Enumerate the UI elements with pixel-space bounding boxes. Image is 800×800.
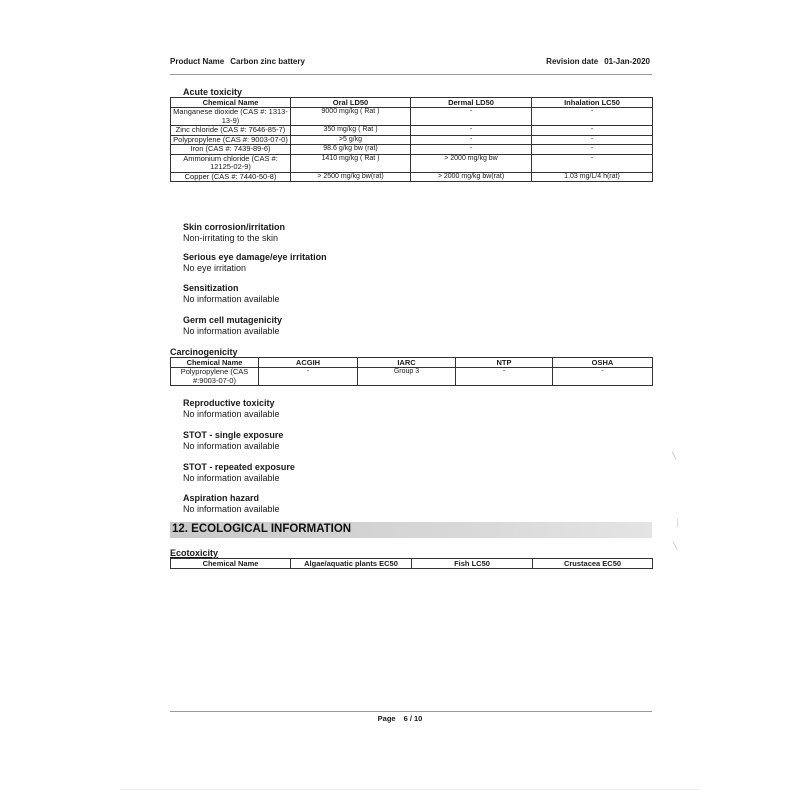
table-cell: > 2000 mg/kg bw(rat) (411, 172, 532, 182)
skin-corrosion-block (183, 222, 285, 244)
table-cell: Group 3 (358, 368, 456, 386)
sensitization-block (183, 283, 280, 305)
table-cell: > 2000 mg/kg bw (411, 154, 532, 172)
table-cell: 350 mg/kg ( Rat ) (291, 126, 411, 136)
table-row (171, 368, 653, 386)
column-header: IARC (358, 358, 456, 368)
table-row (171, 126, 653, 136)
column-header: Algae/aquatic plants EC50 (291, 559, 412, 569)
revision-date-label: Revision date (546, 57, 599, 66)
stot-repeated-block (183, 462, 295, 484)
eye-irritation-heading: Serious eye damage/eye irritation (183, 252, 327, 262)
table-cell: 98.6 g/kg bw (rat) (291, 145, 411, 155)
reproductive-heading: Reproductive toxicity (183, 398, 275, 408)
header-divider (170, 74, 652, 75)
table-cell: - (411, 126, 532, 136)
carcinogenicity-table (170, 357, 653, 386)
table-cell: > 2500 mg/kg bw(rat) (291, 172, 411, 182)
product-name-value: Carbon zinc battery (230, 57, 305, 66)
aspiration-block (183, 493, 280, 515)
germ-cell-text: No information available (183, 326, 280, 336)
scan-mark: ╲ (672, 453, 677, 460)
ecotoxicity-title-text: Ecotoxicity (170, 548, 219, 558)
table-cell: 9000 mg/kg ( Rat ) (291, 108, 411, 126)
table-cell: 1.03 mg/L/4 h(rat) (532, 172, 653, 182)
skin-corrosion-heading: Skin corrosion/irritation (183, 222, 286, 232)
stot-single-block (183, 430, 283, 452)
revision-date-value: 01-Jan-2020 (604, 57, 650, 66)
eye-irritation-text: No eye irritation (183, 263, 247, 273)
stot-repeated-text: No information available (183, 473, 280, 483)
germ-cell-heading: Germ cell mutagenicity (183, 315, 283, 325)
product-name-label: Product Name (170, 57, 225, 66)
aspiration-text: No information available (183, 504, 280, 514)
table-header-row (171, 559, 653, 569)
acute-toxicity-table (170, 97, 653, 182)
ecotoxicity-title (170, 548, 218, 558)
stot-single-text: No information available (183, 441, 280, 451)
table-cell: - (532, 108, 653, 126)
reproductive-text: No information available (183, 409, 280, 419)
chemical-name-cell: Ammonium chloride (CAS #: 12125-02-9) (171, 154, 291, 172)
reproductive-block (183, 398, 280, 420)
revision-date-header (546, 57, 650, 66)
table-cell: - (532, 126, 653, 136)
table-cell: - (532, 145, 653, 155)
page-footer (0, 714, 800, 723)
aspiration-heading: Aspiration hazard (183, 493, 260, 503)
table-row (171, 172, 653, 182)
column-header: Chemical Name (171, 98, 291, 108)
table-header-row (171, 358, 653, 368)
scan-mark: ╲ (673, 543, 678, 550)
stot-single-heading: STOT - single exposure (183, 430, 284, 440)
scan-mark: │ (676, 520, 681, 527)
eye-irritation-block (183, 252, 327, 274)
table-cell: - (532, 154, 653, 172)
table-cell: - (553, 368, 653, 386)
chemical-name-cell: Copper (CAS #: 7440-50-8) (171, 172, 291, 182)
column-header: Chemical Name (171, 559, 291, 569)
skin-corrosion-text: Non-irritating to the skin (183, 233, 279, 243)
column-header: Oral LD50 (291, 98, 411, 108)
chemical-name-cell: Zinc chloride (CAS #: 7646-85-7) (171, 126, 291, 136)
table-cell: 1410 mg/kg ( Rat ) (291, 154, 411, 172)
column-header: OSHA (553, 358, 653, 368)
ecotoxicity-table (170, 558, 653, 569)
table-cell: - (411, 108, 532, 126)
table-row (171, 154, 653, 172)
ecological-section-title: 12. ECOLOGICAL INFORMATION (172, 523, 352, 535)
table-header-row (171, 98, 653, 108)
column-header: Dermal LD50 (411, 98, 532, 108)
column-header: Chemical Name (171, 358, 259, 368)
table-row (171, 145, 653, 155)
chemical-name-cell: Polypropylene (CAS #:9003-07-0) (171, 368, 259, 386)
ecological-section-bar (170, 522, 652, 538)
stot-repeated-heading: STOT - repeated exposure (183, 462, 295, 472)
table-cell: - (456, 368, 553, 386)
table-cell: - (411, 145, 532, 155)
chemical-name-cell: Manganese dioxide (CAS #: 1313-13-9) (171, 108, 291, 126)
table-cell: - (532, 135, 653, 145)
acute-toxicity-title: Acute toxicity (183, 87, 243, 97)
table-cell: >5 g/kg (291, 135, 411, 145)
chemical-name-cell: Polypropylene (CAS #: 9003-07-0) (171, 135, 291, 145)
chemical-name-cell: Iron (CAS #: 7439-89-6) (171, 145, 291, 155)
scan-edge-line (120, 789, 700, 790)
germ-cell-block (183, 315, 282, 337)
column-header: NTP (456, 358, 553, 368)
column-header: Crustacea EC50 (533, 559, 653, 569)
page-number: 6 / 10 (403, 714, 423, 723)
column-header: Fish LC50 (412, 559, 533, 569)
table-cell: - (259, 368, 358, 386)
column-header: ACGIH (259, 358, 358, 368)
footer-divider (170, 711, 652, 712)
product-name-header (170, 57, 305, 66)
carcinogenicity-title: Carcinogenicity (170, 347, 238, 357)
sensitization-heading: Sensitization (183, 283, 239, 293)
table-row (171, 108, 653, 126)
table-cell: - (411, 135, 532, 145)
page-label: Page (377, 714, 396, 723)
sensitization-text: No information available (183, 294, 280, 304)
column-header: Inhalation LC50 (532, 98, 653, 108)
